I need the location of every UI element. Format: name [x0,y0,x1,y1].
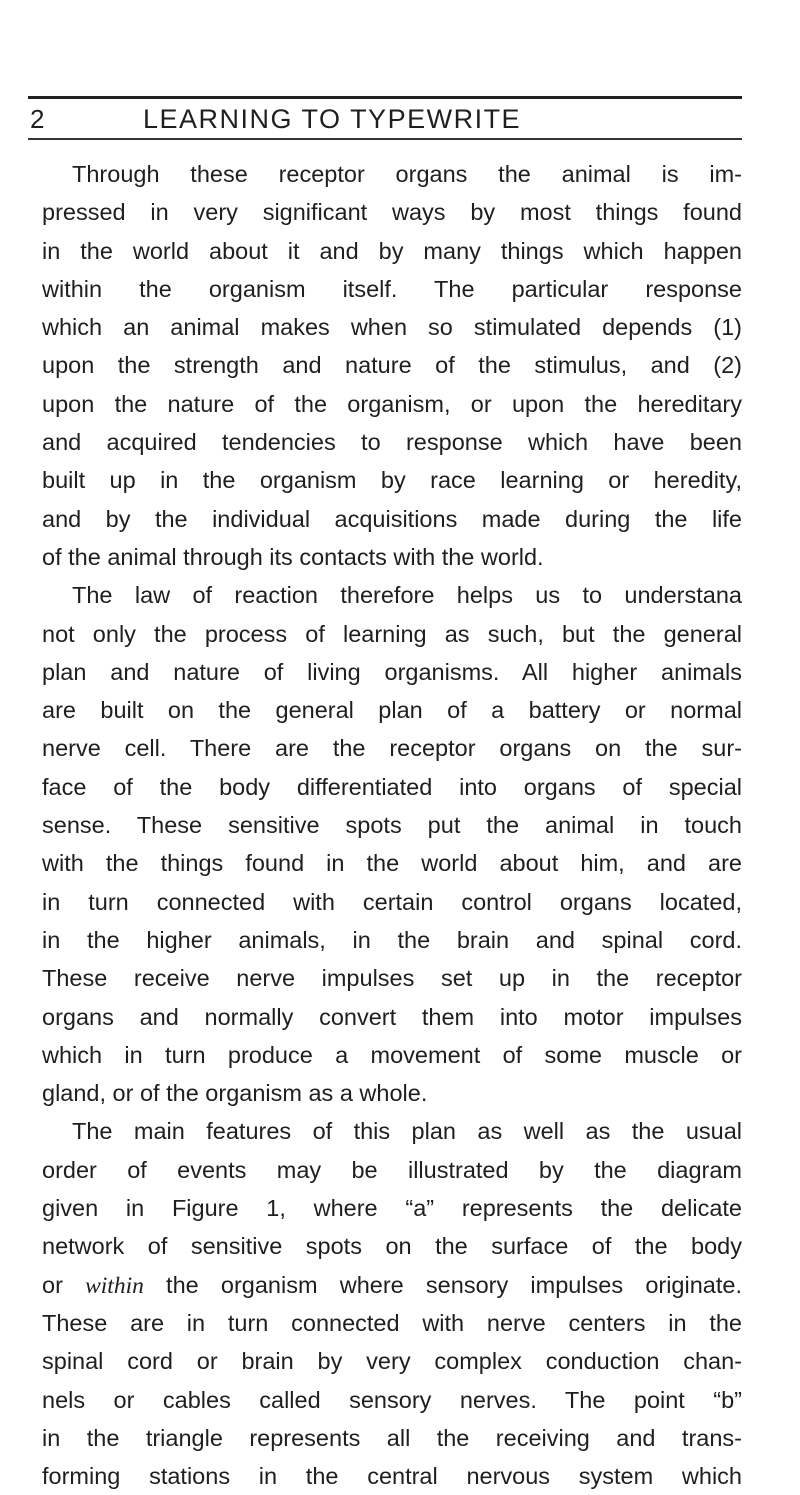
page-number: 2 [30,104,46,134]
text-line: forming stations in the central nervous system which [42,1463,742,1490]
italic-word: within [85,1272,144,1299]
text-line: plan and nature of living organisms. All higher animals [42,658,742,685]
text-line: nerve cell. There are the receptor organs on the sur- [42,735,742,762]
text-line: which an animal makes when so stimulated depends (1) [42,314,742,341]
text-line: Through these receptor organs the animal is im- [72,161,742,187]
text-line: and by the individual acquisitions made during the life [42,505,742,532]
text-line: upon the nature of the organism, or upon the hereditary [42,390,742,417]
text-line: not only the process of learning as such, but the general [42,620,742,647]
text-line: with the things found in the world about him, and are [42,850,742,877]
text-line: sense. These sensitive spots put the animal in touch [42,812,742,839]
text-line: built up in the organism by race learning or heredity, [42,467,742,494]
text-line: and acquired tendencies to response which have been [42,429,742,456]
running-title: LEARNING TO TYPEWRITE [143,104,522,134]
text-line: of the animal through its contacts with the world. [42,543,544,570]
text-line: which in turn produce a movement of some muscle or [42,1041,742,1068]
text-line: in the triangle represents all the receiving and trans- [42,1424,742,1451]
text-line: in the world about it and by many things which happen [42,237,742,264]
text-line: spinal cord or brain by very complex conduction chan- [42,1348,742,1375]
text-line: The main features of this plan as well as the usual [72,1118,742,1145]
text-line: upon the strength and nature of the stimulus, and (2) [42,352,742,379]
text-line: The law of reaction therefore helps us to understana [72,582,742,609]
running-head [28,96,742,140]
text-line: pressed in very significant ways by most things found [42,199,742,226]
text-line: gland, or of the organism as a whole. [42,1080,428,1107]
text-line: given in Figure 1, where “a” represents the delicate [42,1195,742,1222]
text-line: in the higher animals, in the brain and spinal cord. [42,926,742,953]
body-text [42,155,742,1495]
text-line: These receive nerve impulses set up in the receptor [42,965,742,992]
text-fragment: the organism where sensory impulses originate. [143,1271,742,1298]
text-fragment: or [42,1271,86,1298]
text-line: face of the body differentiated into organs of special [42,773,742,800]
text-line: order of events may be illustrated by the diagram [42,1156,742,1183]
text-line: These are in turn connected with nerve centers in the [42,1309,742,1336]
text-line: organs and normally convert them into motor impulses [42,1003,742,1030]
text-line: network of sensitive spots on the surface of the body [42,1233,742,1260]
text-line-with-italic [42,1266,742,1304]
text-line: in turn connected with certain control organs located, [42,888,742,915]
text-line: within the organism itself. The particular response [42,275,742,302]
text-line: are built on the general plan of a battery or normal [42,697,742,724]
text-line: nels or cables called sensory nerves. The point “b” [42,1386,742,1413]
